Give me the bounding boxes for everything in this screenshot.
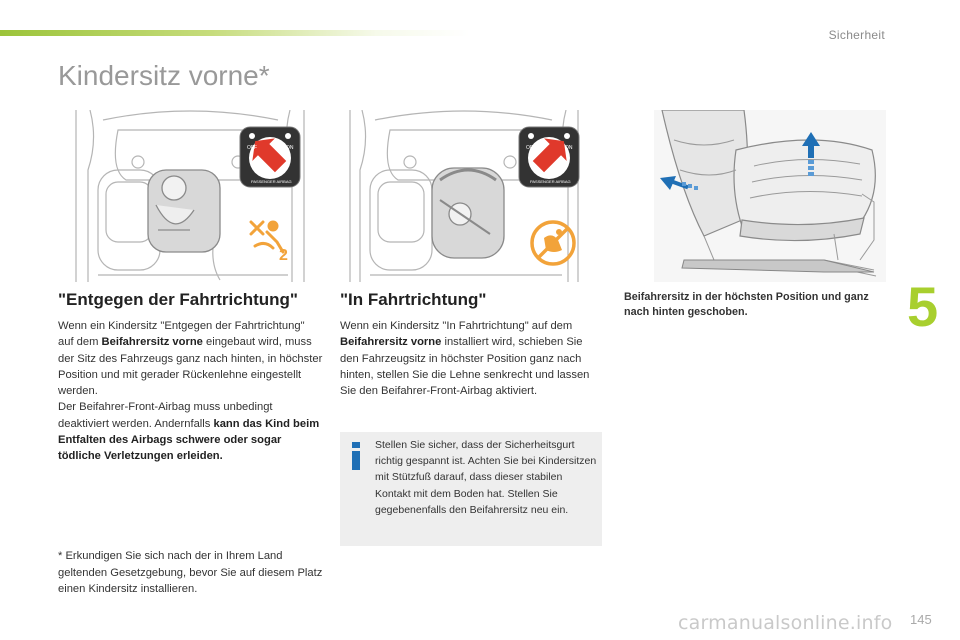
forward-facing-text-1: Wenn ein Kindersitz "In Fahrtrichtung" auf dem bbox=[340, 320, 573, 332]
info-box bbox=[340, 432, 602, 546]
rear-facing-warning-text: Der Beifahrer-Front-Airbag muss unbedingt deaktiviert werden. Andernfalls bbox=[58, 401, 273, 430]
page-title: Kindersitz vorne* bbox=[58, 60, 270, 91]
badge-off-label: OFF bbox=[247, 145, 257, 151]
info-text: Stellen Sie sicher, dass der Sicherheitsgurt richtig gespannt ist. Achten Sie bei Kindersitzen mit Stützfuß darauf, dass dieser stabilen Kontakt mit dem Boden hat. Stellen Sie gegebenenfalls den Beifahrersitz neu ein. bbox=[375, 439, 597, 516]
seat-position-caption: Beifahrersitz in der höchsten Position und ganz nach hinten geschoben. bbox=[624, 291, 869, 318]
passenger-airbag-badge-rear-facing bbox=[239, 126, 301, 188]
badge-on-label: ON bbox=[286, 145, 294, 151]
forward-facing-text-2: installiert wird, schieben Sie den Fahrzeugsitz in höchster Position ganz nach hinten, stellen Sie die Lehne senkrecht und lassen Sie den Beifahrer-Front-Airbag aktiviert. bbox=[340, 336, 590, 398]
passenger-airbag-badge-forward-facing bbox=[518, 126, 580, 188]
badge-on-label: ON bbox=[565, 145, 573, 151]
badge-caption: PASSENGER AIRBAG bbox=[530, 179, 571, 184]
rear-facing-seat-bold: Beifahrersitz vorne bbox=[101, 336, 203, 349]
watermark: carmanualsonline.info bbox=[678, 612, 893, 634]
badge-off-label: OFF bbox=[526, 145, 536, 151]
forward-facing-seat-bold: Beifahrersitz vorne bbox=[340, 336, 442, 349]
info-icon bbox=[350, 442, 362, 470]
header-accent-bar bbox=[0, 30, 470, 36]
page-number: 145 bbox=[910, 612, 932, 627]
section-label: Sicherheit bbox=[828, 28, 885, 42]
chapter-number: 5 bbox=[907, 275, 939, 338]
forward-facing-heading: "In Fahrtrichtung" bbox=[340, 290, 487, 309]
airbag-off-icon bbox=[247, 218, 293, 262]
rear-facing-heading: "Entgegen der Fahrtrichtung" bbox=[58, 290, 298, 309]
seat-position-illustration bbox=[624, 110, 886, 282]
rear-facing-text-2: eingebaut wird, muss der Sitz des Fahrzeugs ganz nach hinten, in höchster Position und mit gerader Rückenlehne eingestellt werden. bbox=[58, 336, 323, 398]
footnote: * Erkundigen Sie sich nach der in Ihrem Land geltenden Gesetzgebung, bevor Sie auf diesem Platz einen Kindersitz installieren. bbox=[58, 550, 323, 595]
rear-facing-warning-bold: kann das Kind beim Entfalten des Airbags schwere oder sogar tödliche Verletzungen erleiden. bbox=[58, 417, 320, 463]
forward-facing-instructions bbox=[340, 318, 602, 399]
airbag-off-number: 2 bbox=[279, 247, 288, 262]
rear-facing-text-1: Wenn ein Kindersitz "Entgegen der Fahrtrichtung" auf dem bbox=[58, 320, 305, 349]
no-rear-facing-seat-icon bbox=[528, 218, 578, 268]
rear-facing-instructions bbox=[58, 318, 323, 465]
badge-caption: PASSENGER AIRBAG bbox=[251, 179, 292, 184]
